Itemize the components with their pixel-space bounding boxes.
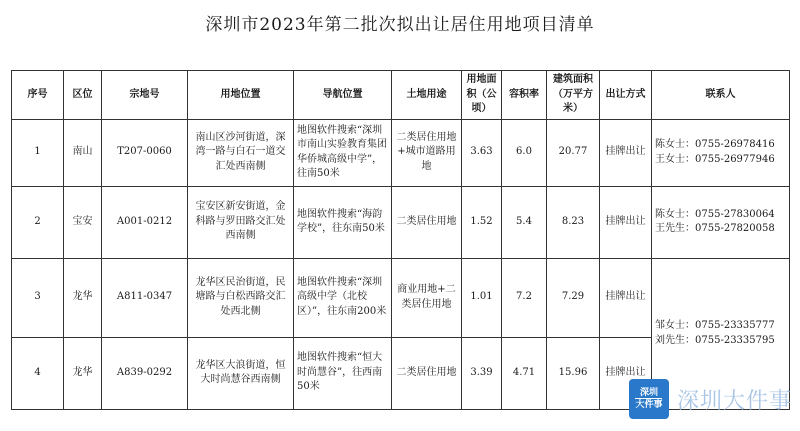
header-gfa: 建筑面积（万平方米） — [547, 71, 600, 120]
header-nav: 导航位置 — [294, 71, 392, 120]
cell-use: 二类居住用地 — [392, 186, 462, 258]
cell-nav: 地图软件搜索“深圳市南山实验教育集团华侨城高级中学”，往南50米 — [294, 119, 392, 186]
cell-location: 宝安区新安街道，金科路与罗田路交汇处西南侧 — [188, 186, 294, 258]
cell-use: 二类居住用地+城市道路用地 — [392, 119, 462, 186]
cell-gfa: 7.29 — [547, 258, 600, 337]
header-use: 土地用途 — [392, 71, 462, 120]
contact-line: 陈女士：0755-27830064 — [655, 208, 775, 220]
page-title: 深圳市2023年第二批次拟出让居住用地项目清单 — [205, 15, 595, 35]
cell-method: 挂牌出让 — [600, 258, 652, 337]
cell-method: 挂牌出让 — [600, 337, 652, 409]
header-far: 容积率 — [502, 71, 547, 120]
table-header-row — [12, 71, 790, 120]
cell-parcel: T207-0060 — [102, 119, 188, 186]
cell-parcel: A839-0292 — [102, 337, 188, 409]
table-row — [12, 186, 790, 258]
header-parcel: 宗地号 — [102, 71, 188, 120]
cell-district: 龙华 — [64, 258, 102, 337]
watermark-text: 深圳大件事 — [676, 388, 792, 414]
header-seq: 序号 — [12, 71, 64, 120]
brand-logo — [629, 379, 669, 419]
contact-line: 刘先生：0755-23335795 — [655, 334, 775, 346]
header-area: 用地面积（公顷） — [462, 71, 502, 120]
cell-far: 5.4 — [502, 186, 547, 258]
table-row — [12, 119, 790, 186]
cell-nav: 地图软件搜索“恒大时尚慧谷”，往西南50米 — [294, 337, 392, 409]
cell-use: 二类居住用地 — [392, 337, 462, 409]
contact-line: 王先生：0755-27820058 — [655, 223, 775, 234]
cell-area: 3.39 — [462, 337, 502, 409]
cell-district: 龙华 — [64, 337, 102, 409]
header-location: 用地位置 — [188, 71, 294, 120]
cell-nav: 地图软件搜索“海韵学校”，往东南50米 — [294, 186, 392, 258]
cell-parcel: A001-0212 — [102, 186, 188, 258]
cell-district: 宝安 — [64, 186, 102, 258]
cell-gfa: 15.96 — [547, 337, 600, 409]
cell-seq: 3 — [12, 258, 64, 337]
cell-seq: 2 — [12, 186, 64, 258]
cell-far: 4.71 — [502, 337, 547, 409]
table-row — [12, 258, 790, 337]
cell-contact — [652, 186, 790, 258]
cell-location: 龙华区民治街道，民塘路与白松西路交汇处西北侧 — [188, 258, 294, 337]
watermark — [629, 379, 792, 419]
header-district: 区位 — [64, 71, 102, 120]
cell-seq: 1 — [12, 119, 64, 186]
cell-use: 商业用地+二类居住用地 — [392, 258, 462, 337]
header-method: 出让方式 — [600, 71, 652, 120]
cell-location: 南山区沙河街道，深湾一路与白石一道交汇处西南侧 — [188, 119, 294, 186]
cell-gfa: 8.23 — [547, 186, 600, 258]
cell-district: 南山 — [64, 119, 102, 186]
cell-seq: 4 — [12, 337, 64, 409]
contact-line: 陈女士：0755-26978416 — [655, 139, 775, 150]
cell-area: 3.63 — [462, 119, 502, 186]
cell-far: 6.0 — [502, 119, 547, 186]
cell-method: 挂牌出让 — [600, 119, 652, 186]
land-list-table — [11, 70, 790, 410]
cell-location: 龙华区大浪街道，恒大时尚慧谷西南侧 — [188, 337, 294, 409]
cell-area: 1.01 — [462, 258, 502, 337]
contact-line: 邹女士：0755-23335777 — [655, 320, 775, 331]
cell-contact — [652, 119, 790, 186]
cell-nav: 地图软件搜索“深圳高级中学（北校区）”，往东南200米 — [294, 258, 392, 337]
cell-far: 7.2 — [502, 258, 547, 337]
logo-bottom-text: 大件事 — [635, 400, 663, 410]
cell-area: 1.52 — [462, 186, 502, 258]
contact-line: 王女士：0755-26977946 — [655, 153, 775, 165]
cell-parcel: A811-0347 — [102, 258, 188, 337]
cell-method: 挂牌出让 — [600, 186, 652, 258]
logo-top-text: 深圳 — [639, 387, 658, 398]
cell-gfa: 20.77 — [547, 119, 600, 186]
header-contact: 联系人 — [652, 71, 790, 120]
